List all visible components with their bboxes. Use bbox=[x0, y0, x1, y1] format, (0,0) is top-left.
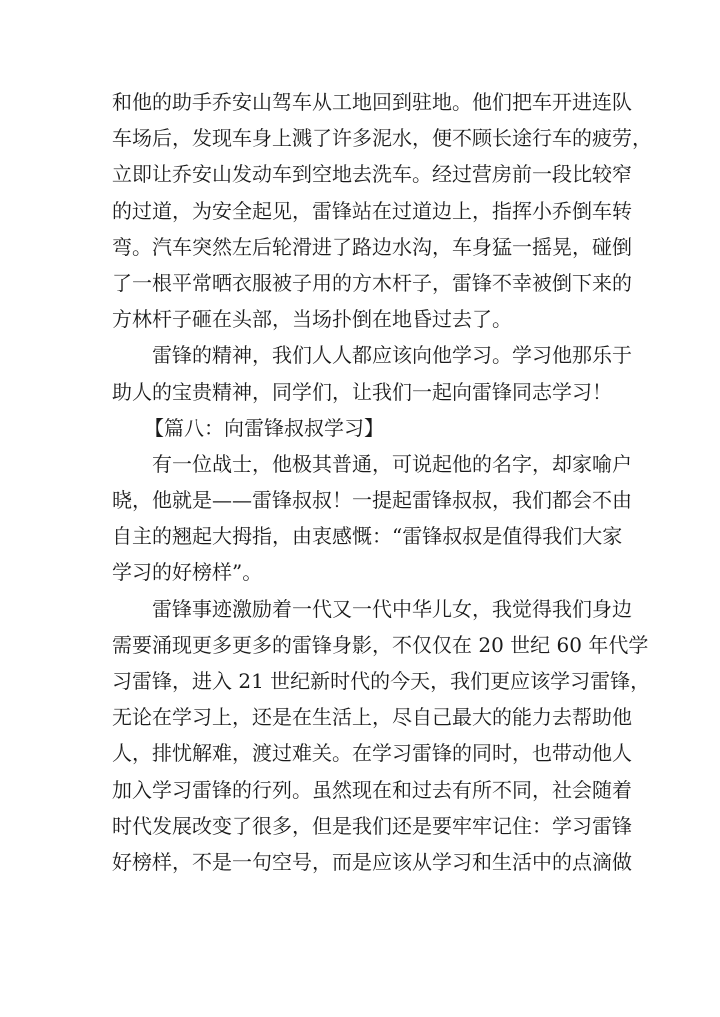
document-body bbox=[112, 84, 652, 880]
text-line: 车场后，发现车身上溅了许多泥水，便不顾长途行车的疲劳， bbox=[112, 126, 652, 151]
text-line: 有一位战士，他极其普通，可说起他的名字，却家喻户 bbox=[152, 451, 632, 476]
text-line: 助人的宝贵精神，同学们，让我们一起向雷锋同志学习！ bbox=[112, 379, 612, 404]
text-line: 自主的翘起大拇指，由衷感慨：“雷锋叔叔是值得我们大家 bbox=[112, 524, 623, 549]
section-heading: 【篇八：向雷锋叔叔学习】 bbox=[144, 415, 384, 440]
text-line: 好榜样，不是一句空号，而是应该从学习和生活中的点滴做 bbox=[112, 849, 632, 874]
text-line: 需要涌现更多更多的雷锋身影，不仅仅在 20 世纪 60 年代学 bbox=[112, 632, 649, 657]
text-line: 无论在学习上，还是在生活上，尽自己最大的能力去帮助他 bbox=[112, 705, 632, 730]
text-line: 方林杆子砸在头部，当场扑倒在地昏过去了。 bbox=[112, 307, 512, 332]
text-line: 和他的助手乔安山驾车从工地回到驻地。他们把车开进连队 bbox=[112, 90, 632, 114]
text-line: 的过道，为安全起见，雷锋站在过道边上，指挥小乔倒车转 bbox=[112, 198, 632, 223]
text-line: 加入学习雷锋的行列。虽然现在和过去有所不同，社会随着 bbox=[112, 777, 632, 802]
text-line: 雷锋事迹激励着一代又一代中华儿女，我觉得我们身边 bbox=[152, 596, 632, 621]
text-line: 雷锋的精神，我们人人都应该向他学习。学习他那乐于 bbox=[152, 343, 632, 368]
text-line: 立即让乔安山发动车到空地去洗车。经过营房前一段比较窄 bbox=[112, 162, 632, 187]
text-line: 晓，他就是——雷锋叔叔！一提起雷锋叔叔，我们都会不由 bbox=[112, 488, 632, 513]
text-line: 习雷锋，进入 21 世纪新时代的今天，我们更应该学习雷锋， bbox=[112, 669, 651, 693]
text-line: 时代发展改变了很多，但是我们还是要牢牢记住：学习雷锋 bbox=[112, 813, 632, 838]
text-line: 弯。汽车突然左后轮滑进了路边水沟，车身猛一摇晃，碰倒 bbox=[112, 234, 632, 259]
text-line: 人，排忧解难，渡过难关。在学习雷锋的同时，也带动他人 bbox=[112, 741, 632, 766]
text-line: 学习的好榜样”。 bbox=[112, 560, 263, 585]
text-line: 了一根平常晒衣服被子用的方木杆子，雷锋不幸被倒下来的 bbox=[112, 270, 632, 295]
